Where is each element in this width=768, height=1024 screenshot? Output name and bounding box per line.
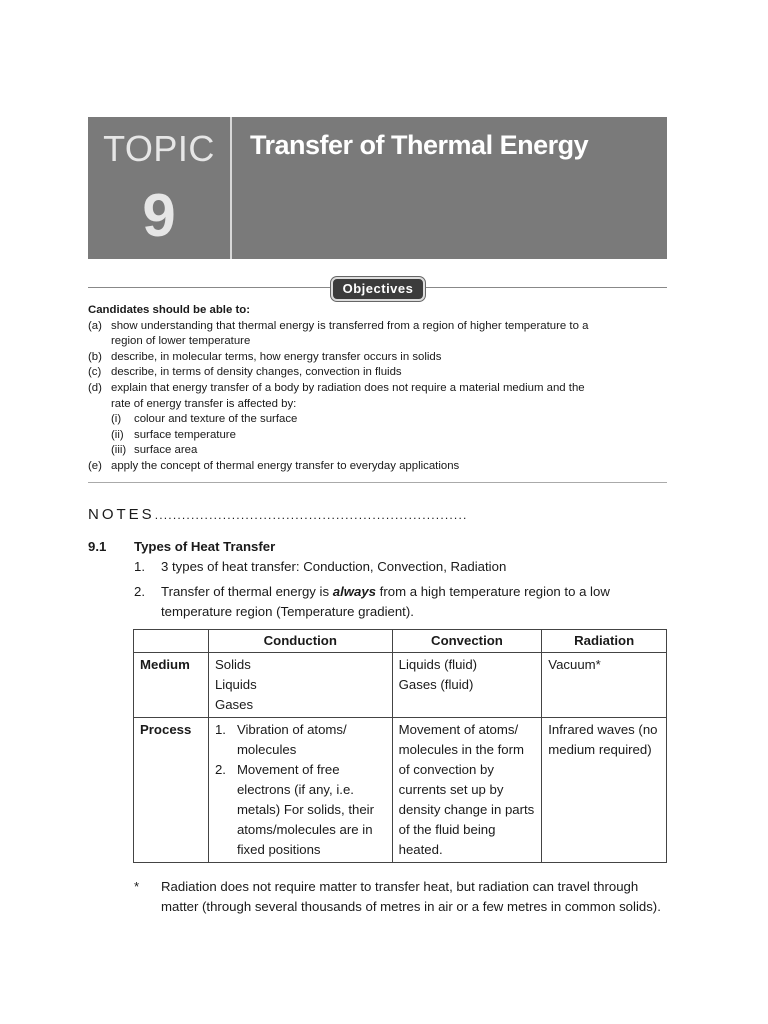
objective-label: (b) (88, 350, 102, 363)
table-header: Radiation (542, 630, 667, 653)
objective-item (88, 350, 668, 366)
section-title: Types of Heat Transfer (134, 539, 276, 554)
table-cell: Vacuum* (542, 653, 667, 718)
list-text: Transfer of thermal energy is always from a high temperature region to a low temperature region (Temperature gradient). (161, 584, 610, 619)
emphasis-text: always (332, 584, 377, 599)
table-cell: 1. Vibration of atoms/ molecules 2. Movement of free electrons (if any, i.e. metals) For solids, their atoms/molecules are in fixed positions (208, 718, 392, 863)
objective-label: (e) (88, 459, 102, 472)
objective-sublabel: (ii) (111, 428, 124, 441)
table-row (134, 653, 667, 718)
objective-subitem (88, 412, 668, 428)
objectives-list (88, 303, 668, 475)
objective-text: describe, in terms of density changes, convection in fluids (111, 366, 402, 379)
section-rule (88, 482, 667, 483)
table-header (134, 630, 209, 653)
objective-label: (d) (88, 381, 102, 394)
table-header: Conduction (208, 630, 392, 653)
objective-subtext: surface temperature (134, 428, 236, 441)
footnote-mark: * (134, 879, 140, 894)
page-title: Transfer of Thermal Energy (250, 130, 589, 160)
table-row (134, 718, 667, 863)
objective-sublabel: (i) (111, 413, 122, 426)
objective-text: show understanding that thermal energy is transferred from a region of higher temperature to a region of lower temperature (111, 319, 589, 348)
objective-subtext: colour and texture of the surface (134, 413, 298, 426)
objective-label: (c) (88, 366, 102, 379)
table-header-row (134, 630, 667, 653)
table-cell: Movement of atoms/ molecules in the form of convection by currents set up by density change in parts of the fluid being heated. (392, 718, 542, 863)
objective-subitem (88, 443, 668, 459)
table-cell: Solids Liquids Gases (208, 653, 392, 718)
notes-heading (88, 506, 668, 523)
list-text: 3 types of heat transfer: Conduction, Convection, Radiation (161, 559, 507, 574)
objective-text: apply the concept of thermal energy transfer to everyday applications (111, 459, 460, 472)
list-number: 2. (134, 584, 145, 599)
list-item (134, 582, 669, 622)
topic-banner (88, 117, 667, 259)
table-cell: Infrared waves (no medium required) (542, 718, 667, 863)
topic-label: TOPIC (103, 128, 215, 169)
objective-subitem (88, 428, 668, 444)
objective-item (88, 459, 668, 475)
objective-item (88, 319, 668, 350)
objectives-intro: Candidates should be able to: (88, 304, 251, 316)
list-item (134, 557, 669, 577)
objective-sublabel: (iii) (111, 444, 127, 457)
list-number: 1. (134, 559, 145, 574)
objective-text: describe, in molecular terms, how energy transfer occurs in solids (111, 350, 442, 363)
section-number: 9.1 (88, 539, 107, 554)
topic-number: 9 (142, 182, 176, 249)
objective-text: explain that energy transfer of a body by radiation does not require a material medium and the rate of energy transfer is affected by: (111, 381, 585, 410)
table-cell: Liquids (fluid) Gases (fluid) (392, 653, 542, 718)
table-header: Convection (392, 630, 542, 653)
row-label: Medium (134, 653, 209, 718)
footnote (134, 877, 668, 917)
objective-label: (a) (88, 319, 102, 332)
heat-transfer-table (133, 629, 667, 863)
notes-label: NOTES (88, 506, 155, 523)
notes-dots: ..................................................................... (154, 508, 468, 522)
objective-item (88, 365, 668, 381)
objectives-badge: Objectives (331, 277, 425, 301)
footnote-text: Radiation does not require matter to transfer heat, but radiation can travel through matter (through several thousands of metres in air or a few metres in common solids). (161, 879, 661, 914)
objective-subtext: surface area (134, 444, 198, 457)
banner-divider (230, 117, 232, 259)
row-label: Process (134, 718, 209, 863)
objective-item (88, 381, 668, 412)
